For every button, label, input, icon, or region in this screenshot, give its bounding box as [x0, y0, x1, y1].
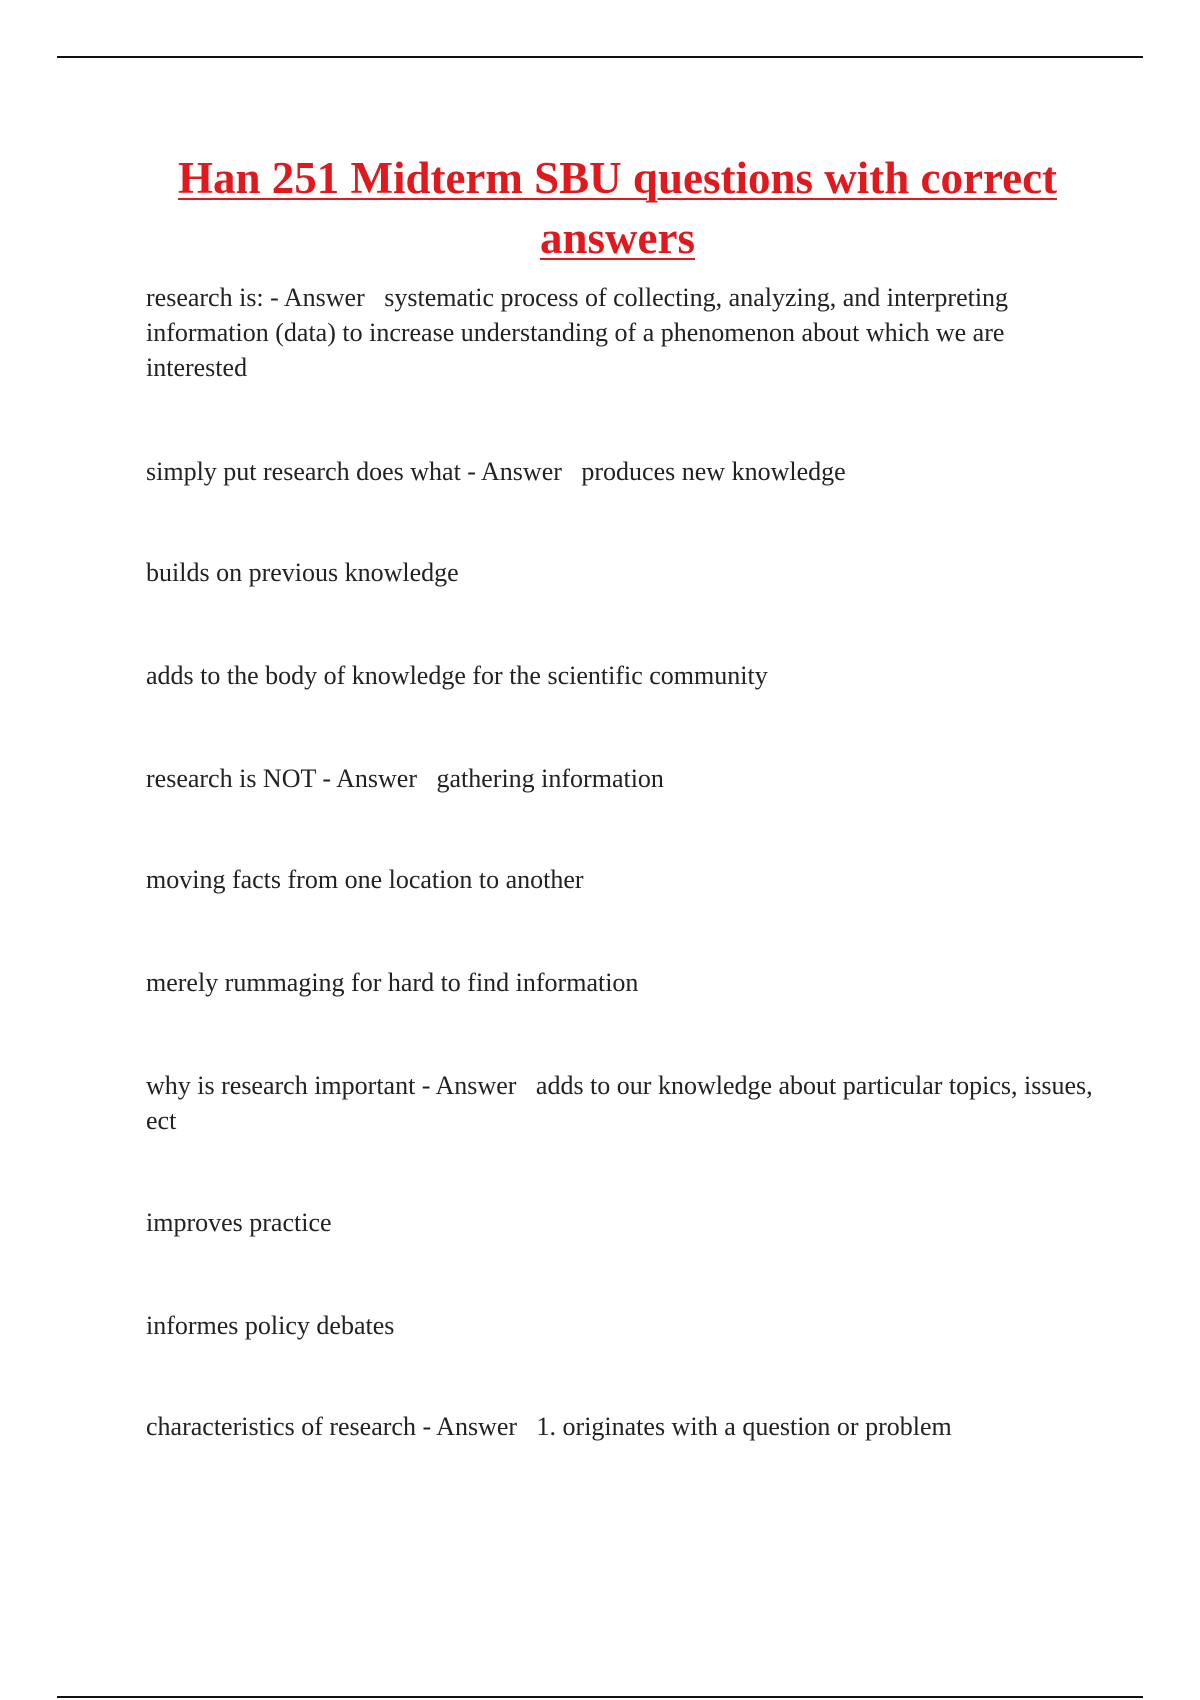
qa-entry: characteristics of research - Answer 1. originates with a question or problem [146, 1412, 952, 1441]
qa-entry: why is research important - Answer adds to our knowledge about particular topics, issues, ect [146, 1071, 1100, 1135]
qa-entry: builds on previous knowledge [146, 558, 459, 587]
qa-entry: research is NOT - Answer gathering information [146, 764, 664, 793]
qa-entry: simply put research does what - Answer produces new knowledge [146, 457, 846, 486]
qa-entry: adds to the body of knowledge for the scientific community [146, 661, 768, 690]
qa-entry: informes policy debates [146, 1311, 395, 1340]
qa-entry: improves practice [146, 1208, 332, 1237]
top-divider [57, 56, 1143, 58]
qa-entry: merely rummaging for hard to find information [146, 968, 639, 997]
qa-entry: moving facts from one location to another [146, 865, 584, 894]
bottom-divider [57, 1696, 1143, 1698]
qa-entry: research is: - Answer systematic process of collecting, analyzing, and interpreting information (data) to increase understanding of a phenomenon about which we are interested [146, 283, 1015, 382]
page-title: Han 251 Midterm SBU questions with correct answers [177, 153, 1058, 263]
